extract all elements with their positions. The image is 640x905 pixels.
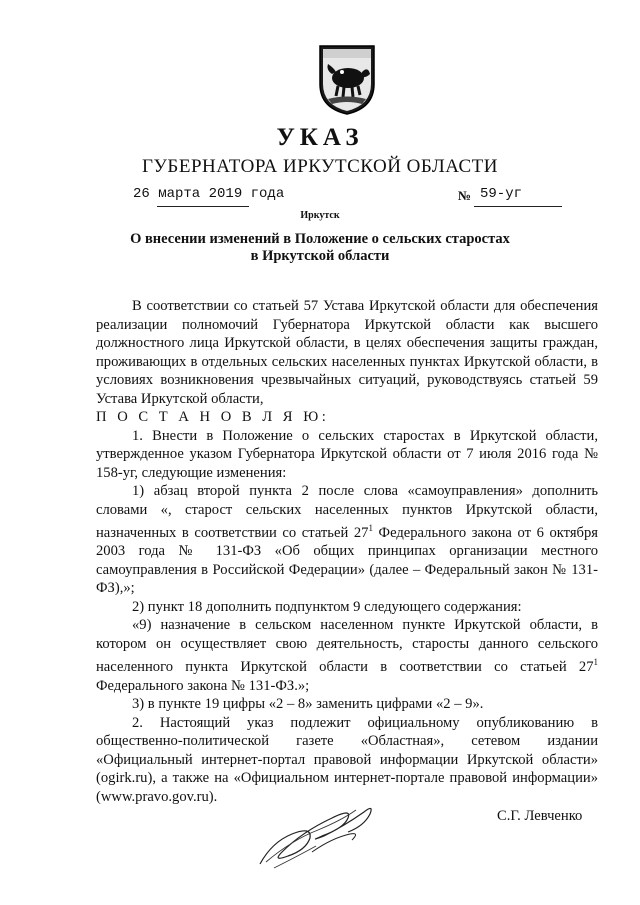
document-body <box>96 297 598 806</box>
document-city: Иркутск <box>300 210 340 221</box>
date-underline <box>157 206 249 207</box>
document-number: 59-уг <box>480 186 523 202</box>
number-underline <box>474 206 562 207</box>
sub-item-2-quote <box>96 616 598 695</box>
sub-item-2-paragraph: 2) пункт 18 дополнить подпунктом 9 следующего содержания: <box>132 598 522 615</box>
document-title: УКАЗ <box>276 124 364 151</box>
heading-line-1: О внесении изменений в Положение о сельских старостах <box>130 231 510 247</box>
decree-word: П О С Т А Н О В Л Я Ю: <box>96 409 330 425</box>
sub-item-1-superscript: 1 <box>368 523 373 533</box>
item-2-paragraph: 2. Настоящий указ подлежит официальному опубликованию в общественно-политической газете «Областная», сетевом издании «Официальный интернет-портал правовой информации Иркутской области» (ogirk.ru), а также на «Официальном интернет-портале правовой информации» (www.pravo.gov.ru). <box>96 714 598 805</box>
document-date: 26 марта 2019 года <box>133 186 285 202</box>
sub-item-1-paragraph <box>96 482 598 598</box>
item-1-paragraph: 1. Внести в Положение о сельских старостах в Иркутской области, утвержденное указом Губернатора Иркутской области от 7 июля 2016 года № 158-уг, следующие изменения: <box>96 427 598 481</box>
number-sign: № <box>458 188 472 203</box>
heading-line-2: в Иркутской области <box>250 248 390 264</box>
sub-item-3-paragraph: 3) в пункте 19 цифры «2 – 8» заменить цифрами «2 – 9». <box>132 696 484 713</box>
handwritten-signature <box>252 792 382 872</box>
sub-item-2-quote-text-b: Федерального закона № 131-ФЗ.»; <box>96 677 310 694</box>
sub-item-1-text-a: 1) абзац второй пункта 2 после слова «самоуправления» дополнить словами «, старост сельских населенных пунктов Иркутской области, назначенных в соответствии со статьей 27 <box>96 483 598 541</box>
sub-item-1-text-b: Федерального закона от 6 октября 2003 года № 131-ФЗ «Об общих принципах организации местного самоуправления в Российской Федерации» (далее – Федеральный закон № 131-ФЗ),»; <box>96 524 598 597</box>
document-heading <box>0 231 640 265</box>
document-subtitle: ГУБЕРНАТОРА ИРКУТСКОЙ ОБЛАСТИ <box>142 156 498 177</box>
signer-name: С.Г. Левченко <box>497 808 583 824</box>
preamble-paragraph: В соответствии со статьей 57 Устава Иркутской области для обеспечения реализации полномочий Губернатора Иркутской области как высшего должностного лица Иркутской области, в целях обеспечения защиты граждан, проживающих в отдельных сельских населенных пунктах Иркутской области, в условиях возникновения чрезвычайных ситуаций, руководствуясь статьей 59 Устава Иркутской области, <box>96 298 598 407</box>
sub-item-2-quote-text-a: «9) назначение в сельском населенном пункте Иркутской области, в котором он осуществляет свою деятельность, старосты данного сельского населенного пункта Иркутской области в соответствии со статьей 27 <box>96 617 598 676</box>
coat-of-arms-emblem <box>318 44 376 116</box>
sub-item-2-superscript: 1 <box>593 657 598 668</box>
